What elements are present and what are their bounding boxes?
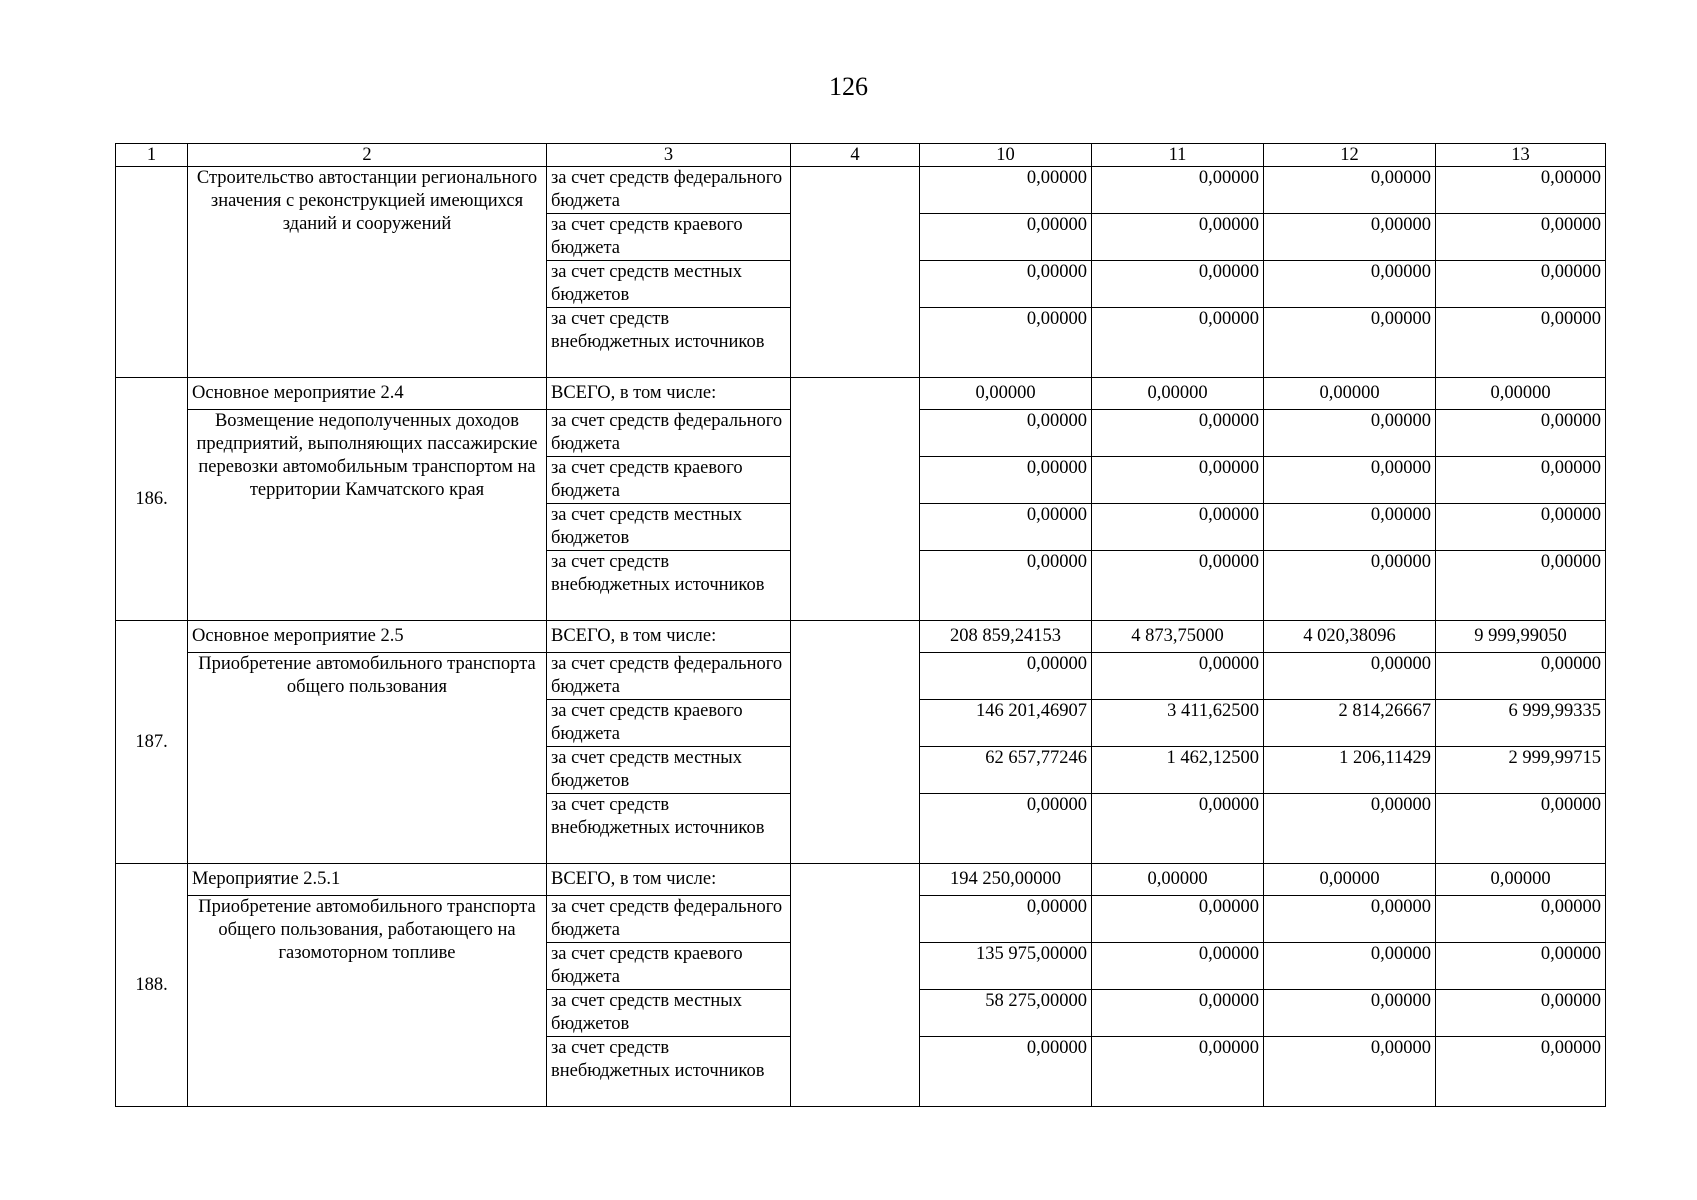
row-index: 186. bbox=[116, 378, 188, 621]
funding-source: за счет средств внебюджетных источников bbox=[547, 308, 791, 378]
value-cell: 0,00000 bbox=[1264, 457, 1436, 504]
value-cell: 0,00000 bbox=[1264, 653, 1436, 700]
value-cell: 0,00000 bbox=[1436, 896, 1606, 943]
activity-title: Основное мероприятие 2.4 bbox=[188, 378, 547, 410]
value-cell: 0,00000 bbox=[1436, 308, 1606, 378]
value-cell: 0,00000 bbox=[1092, 457, 1264, 504]
value-cell: 0,00000 bbox=[1436, 410, 1606, 457]
total-row bbox=[116, 864, 1606, 896]
value-cell: 0,00000 bbox=[1436, 457, 1606, 504]
value-cell: 6 999,99335 bbox=[1436, 700, 1606, 747]
funding-source: за счет средств краевого бюджета bbox=[547, 943, 791, 990]
table-row bbox=[116, 167, 1606, 214]
value-cell: 58 275,00000 bbox=[920, 990, 1092, 1037]
funding-source: за счет средств федерального бюджета bbox=[547, 653, 791, 700]
value-cell: 0,00000 bbox=[920, 1037, 1092, 1107]
value-cell: 1 206,11429 bbox=[1264, 747, 1436, 794]
funding-source: за счет средств внебюджетных источников bbox=[547, 794, 791, 864]
value-cell: 1 462,12500 bbox=[1092, 747, 1264, 794]
value-cell: 0,00000 bbox=[1264, 261, 1436, 308]
funding-source: за счет средств местных бюджетов bbox=[547, 747, 791, 794]
value-cell: 0,00000 bbox=[1436, 261, 1606, 308]
value-cell: 0,00000 bbox=[920, 551, 1092, 621]
column-4-cell bbox=[791, 864, 920, 1107]
funding-source: за счет средств федерального бюджета bbox=[547, 167, 791, 214]
total-value: 4 020,38096 bbox=[1264, 621, 1436, 653]
activity-description: Возмещение недополученных доходов предприятий, выполняющих пассажирские перевозки автомобильным транспортом на территории Камчатского края bbox=[188, 410, 547, 621]
value-cell: 0,00000 bbox=[1092, 261, 1264, 308]
value-cell: 0,00000 bbox=[1436, 943, 1606, 990]
value-cell: 0,00000 bbox=[1264, 214, 1436, 261]
row-index: 188. bbox=[116, 864, 188, 1107]
funding-source: за счет средств местных бюджетов bbox=[547, 261, 791, 308]
value-cell: 0,00000 bbox=[920, 167, 1092, 214]
total-value: 0,00000 bbox=[1092, 378, 1264, 410]
index-cell bbox=[116, 167, 188, 378]
total-value: 208 859,24153 bbox=[920, 621, 1092, 653]
funding-source: за счет средств внебюджетных источников bbox=[547, 1037, 791, 1107]
total-row bbox=[116, 378, 1606, 410]
column-header: 4 bbox=[791, 144, 920, 167]
activity-description: Приобретение автомобильного транспорта общего пользования, работающего на газомоторном топливе bbox=[188, 896, 547, 1107]
funding-source: за счет средств краевого бюджета bbox=[547, 700, 791, 747]
column-header: 13 bbox=[1436, 144, 1606, 167]
column-number-row bbox=[116, 144, 1606, 167]
value-cell: 0,00000 bbox=[1436, 167, 1606, 214]
value-cell: 0,00000 bbox=[1092, 214, 1264, 261]
value-cell: 0,00000 bbox=[1092, 410, 1264, 457]
funding-source: за счет средств федерального бюджета bbox=[547, 896, 791, 943]
activity-title: Мероприятие 2.5.1 bbox=[188, 864, 547, 896]
activity-description: Приобретение автомобильного транспорта общего пользования bbox=[188, 653, 547, 864]
value-cell: 0,00000 bbox=[1092, 653, 1264, 700]
value-cell: 0,00000 bbox=[1436, 1037, 1606, 1107]
funding-source: за счет средств внебюджетных источников bbox=[547, 551, 791, 621]
total-value: 0,00000 bbox=[1264, 864, 1436, 896]
column-header: 10 bbox=[920, 144, 1092, 167]
budget-table bbox=[115, 143, 1606, 1107]
activity-title: Основное мероприятие 2.5 bbox=[188, 621, 547, 653]
value-cell: 135 975,00000 bbox=[920, 943, 1092, 990]
total-label: ВСЕГО, в том числе: bbox=[547, 621, 791, 653]
value-cell: 0,00000 bbox=[920, 261, 1092, 308]
value-cell: 0,00000 bbox=[1264, 504, 1436, 551]
total-value: 0,00000 bbox=[920, 378, 1092, 410]
total-row bbox=[116, 621, 1606, 653]
value-cell: 0,00000 bbox=[1264, 990, 1436, 1037]
value-cell: 0,00000 bbox=[1264, 551, 1436, 621]
value-cell: 0,00000 bbox=[1264, 167, 1436, 214]
value-cell: 0,00000 bbox=[1436, 214, 1606, 261]
value-cell: 0,00000 bbox=[920, 214, 1092, 261]
total-label: ВСЕГО, в том числе: bbox=[547, 864, 791, 896]
value-cell: 0,00000 bbox=[1436, 794, 1606, 864]
funding-source: за счет средств краевого бюджета bbox=[547, 457, 791, 504]
value-cell: 0,00000 bbox=[1092, 990, 1264, 1037]
total-value: 0,00000 bbox=[1436, 864, 1606, 896]
value-cell: 0,00000 bbox=[920, 896, 1092, 943]
value-cell: 3 411,62500 bbox=[1092, 700, 1264, 747]
value-cell: 0,00000 bbox=[1264, 1037, 1436, 1107]
total-value: 0,00000 bbox=[1092, 864, 1264, 896]
value-cell: 0,00000 bbox=[1092, 1037, 1264, 1107]
total-value: 194 250,00000 bbox=[920, 864, 1092, 896]
row-index: 187. bbox=[116, 621, 188, 864]
value-cell: 0,00000 bbox=[1436, 504, 1606, 551]
value-cell: 0,00000 bbox=[1436, 990, 1606, 1037]
value-cell: 0,00000 bbox=[920, 308, 1092, 378]
value-cell: 2 814,26667 bbox=[1264, 700, 1436, 747]
column-4-cell bbox=[791, 378, 920, 621]
value-cell: 0,00000 bbox=[1436, 551, 1606, 621]
funding-source: за счет средств местных бюджетов bbox=[547, 504, 791, 551]
total-label: ВСЕГО, в том числе: bbox=[547, 378, 791, 410]
value-cell: 0,00000 bbox=[1092, 896, 1264, 943]
column-header: 3 bbox=[547, 144, 791, 167]
value-cell: 0,00000 bbox=[1092, 794, 1264, 864]
value-cell: 146 201,46907 bbox=[920, 700, 1092, 747]
value-cell: 0,00000 bbox=[1264, 410, 1436, 457]
total-value: 4 873,75000 bbox=[1092, 621, 1264, 653]
value-cell: 0,00000 bbox=[1436, 653, 1606, 700]
value-cell: 0,00000 bbox=[1264, 896, 1436, 943]
value-cell: 0,00000 bbox=[1264, 943, 1436, 990]
column-header: 11 bbox=[1092, 144, 1264, 167]
value-cell: 2 999,99715 bbox=[1436, 747, 1606, 794]
value-cell: 0,00000 bbox=[1092, 167, 1264, 214]
value-cell: 0,00000 bbox=[1092, 308, 1264, 378]
column-header: 2 bbox=[188, 144, 547, 167]
column-header: 12 bbox=[1264, 144, 1436, 167]
value-cell: 0,00000 bbox=[920, 410, 1092, 457]
funding-source: за счет средств федерального бюджета bbox=[547, 410, 791, 457]
funding-source: за счет средств краевого бюджета bbox=[547, 214, 791, 261]
total-value: 0,00000 bbox=[1436, 378, 1606, 410]
value-cell: 0,00000 bbox=[1264, 794, 1436, 864]
column-4-cell bbox=[791, 621, 920, 864]
value-cell: 0,00000 bbox=[920, 794, 1092, 864]
funding-source: за счет средств местных бюджетов bbox=[547, 990, 791, 1037]
value-cell: 0,00000 bbox=[920, 504, 1092, 551]
value-cell: 0,00000 bbox=[1264, 308, 1436, 378]
value-cell: 62 657,77246 bbox=[920, 747, 1092, 794]
total-value: 0,00000 bbox=[1264, 378, 1436, 410]
column-header: 1 bbox=[116, 144, 188, 167]
value-cell: 0,00000 bbox=[1092, 551, 1264, 621]
page-number: 126 bbox=[829, 72, 868, 101]
column-4-cell bbox=[791, 167, 920, 378]
value-cell: 0,00000 bbox=[1092, 504, 1264, 551]
activity-description: Строительство автостанции регионального значения с реконструкцией имеющихся зданий и сооружений bbox=[188, 167, 547, 378]
value-cell: 0,00000 bbox=[920, 653, 1092, 700]
total-value: 9 999,99050 bbox=[1436, 621, 1606, 653]
value-cell: 0,00000 bbox=[920, 457, 1092, 504]
value-cell: 0,00000 bbox=[1092, 943, 1264, 990]
